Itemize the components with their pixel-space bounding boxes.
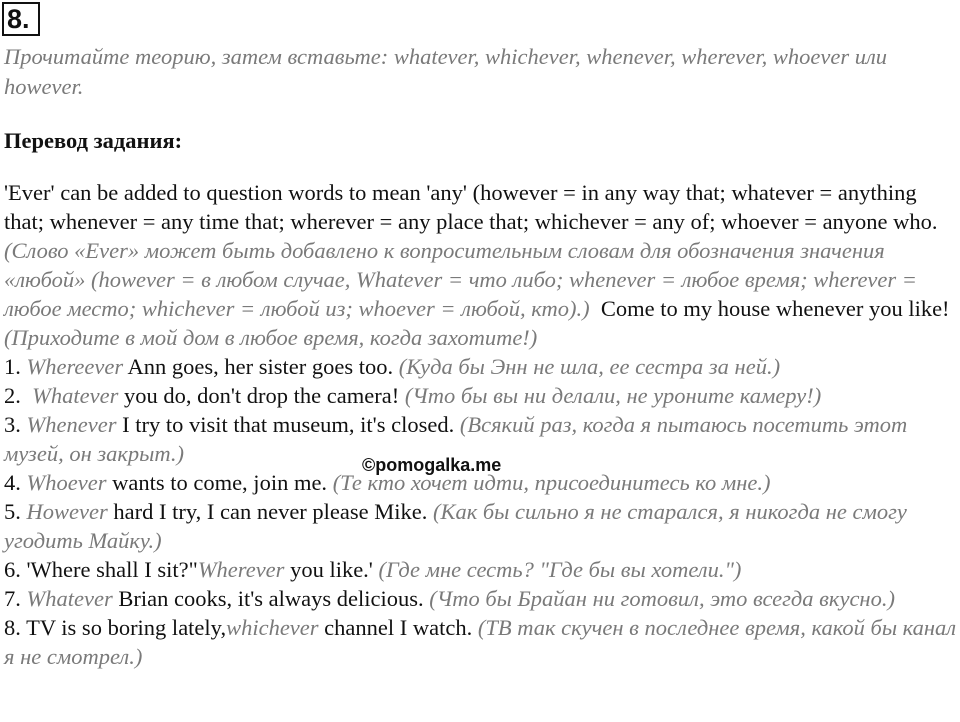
answer-word: Whatever xyxy=(32,383,119,408)
exercise-item-4: 4. Whoever wants to come, join me. (Те кто хочет идти, присоединитесь ко мне.) xyxy=(4,470,771,495)
translation-heading: Перевод задания: xyxy=(4,128,183,153)
exercise-item-1: 1. Whereever Ann goes, her sister goes too. (Куда бы Энн не шла, ее сестра за ней.) xyxy=(4,354,781,379)
theory-paragraph xyxy=(4,178,958,352)
item-translation: (ТВ так скучен в последнее время, какой бы канал я не смотрел.) xyxy=(4,615,957,669)
exercise-number: 8. xyxy=(2,2,40,36)
exercise-item-5: 5. However hard I try, I can never please Mike. (Как бы сильно я не старался, я никогда не смогу угодить Майку.) xyxy=(4,499,907,553)
exercise-content xyxy=(4,178,958,671)
item-translation: (Где мне сесть? "Где бы вы хотели.") xyxy=(372,557,742,582)
theory-example-translation: (Приходите в мой дом в любое время, когда захотите!) xyxy=(4,325,538,350)
theory-translation: (Слово «Ever» может быть добавлено к вопросительным словам для обозначения значения «любой» (however = в любом случае, Whatever = что либо; whenever = любое время; wherever = любое место; whichever = любой из; whoever = любой, кто).) xyxy=(4,238,917,321)
answer-word: However xyxy=(26,499,108,524)
answer-word: Whatever xyxy=(26,586,113,611)
item-translation: (Куда бы Энн не шла, ее сестра за ней.) xyxy=(393,354,781,379)
answer-word: Whoever xyxy=(26,470,107,495)
item-translation: (Всякий раз, когда я пытаюсь посетить этот музей, он закрыт.) xyxy=(4,412,908,466)
item-translation: (Те кто хочет идти, присоединитесь ко мне.) xyxy=(327,470,771,495)
exercise-item-8: 8. TV is so boring lately,whichever channel I watch. (ТВ так скучен в последнее время, какой бы канал я не смотрел.) xyxy=(4,615,957,669)
answer-word: Wherever xyxy=(197,557,285,582)
answer-word: Whenever xyxy=(26,412,117,437)
item-translation: (Что бы вы ни делали, не уроните камеру!) xyxy=(399,383,822,408)
watermark: ©pomogalka.me xyxy=(362,455,502,475)
theory-english: 'Ever' can be added to question words to mean 'any' (however = in any way that; whatever = anything that; whenever = any time that; wherever = any place that; whichever = any of; whoever = anyone who. xyxy=(4,180,938,234)
exercise-item-3: 3. Whenever I try to visit that museum, it's closed. (Всякий раз, когда я пытаюсь посетить этот музей, он закрыт.) xyxy=(4,412,908,466)
instruction-text: Прочитайте теорию, затем вставьте: whatever, whichever, whenever, wherever, whoever или however. xyxy=(4,44,888,99)
item-translation: (Как бы сильно я не старался, я никогда не смогу угодить Майку.) xyxy=(4,499,907,553)
item-translation: (Что бы Брайан ни готовил, это всегда вкусно.) xyxy=(423,586,895,611)
exercise-item-6: 6. 'Where shall I sit?"Wherever you like.' (Где мне сесть? "Где бы вы хотели.") xyxy=(4,557,742,582)
answer-word: whichever xyxy=(226,615,319,640)
answer-word: Whereever xyxy=(26,354,124,379)
theory-example: Come to my house whenever you like! xyxy=(600,296,950,321)
exercise-item-7: 7. Whatever Brian cooks, it's always delicious. (Что бы Брайан ни готовил, это всегда вкусно.) xyxy=(4,586,895,611)
exercise-item-2: 2. Whatever you do, don't drop the camera! (Что бы вы ни делали, не уроните камеру!) xyxy=(4,383,822,408)
